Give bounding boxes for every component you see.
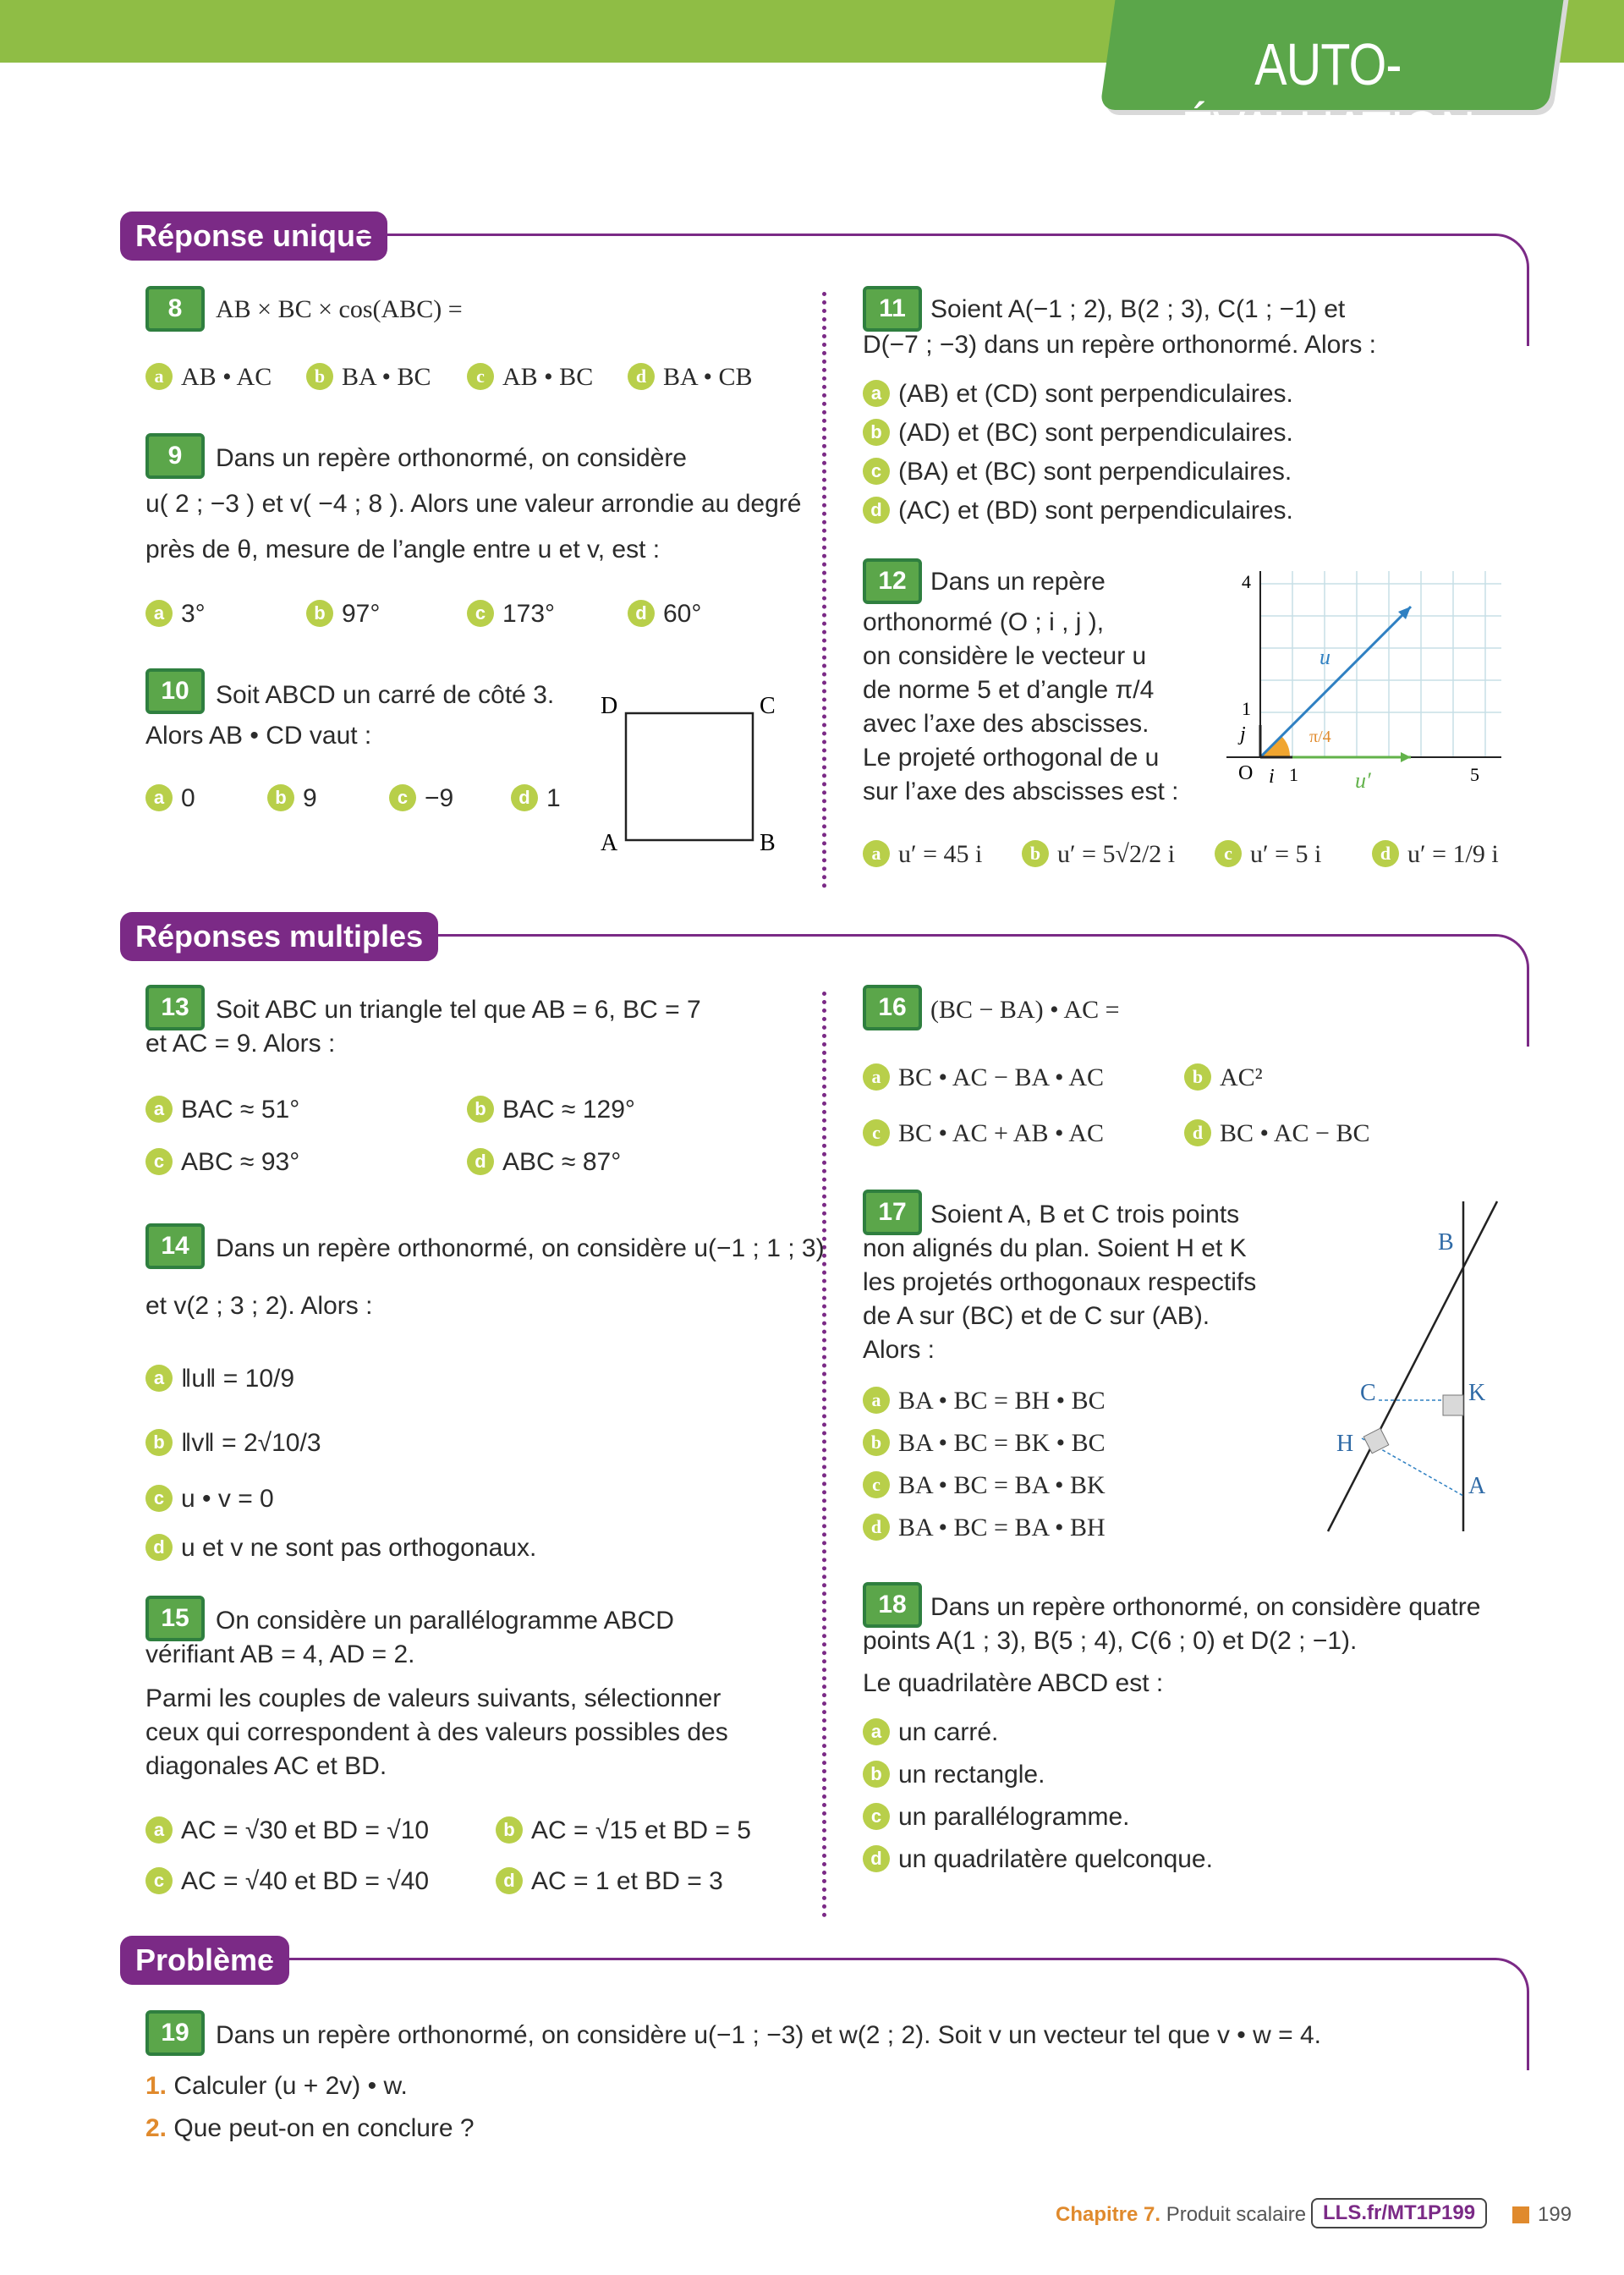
option-a[interactable]: a BAC ≈ 51° <box>145 1093 299 1127</box>
origin-label: O <box>1238 762 1254 784</box>
question-stem: AB × BC × cos(ABC) = <box>216 295 463 323</box>
x-tick-5: 5 <box>1470 764 1479 785</box>
question-text: On considère un parallélogramme ABCD <box>216 1607 674 1635</box>
option-text: ‖u‖ = 10/9 <box>181 1365 295 1393</box>
label-C: C <box>760 693 776 719</box>
section-problem: Problème <box>120 1936 289 1985</box>
option-b[interactable]: b (AD) et (BC) sont perpendiculaires. <box>863 416 1293 450</box>
option-b[interactable]: b BAC ≈ 129° <box>467 1093 635 1127</box>
question-text: ceux qui correspondent à des valeurs possibles des <box>145 1718 728 1746</box>
question-text: Le projeté orthogonal de u <box>863 744 1160 772</box>
option-text: u′ = 5 i <box>1250 840 1322 868</box>
option-text: −9 <box>425 784 454 812</box>
option-text: u′ = 5√2/2 i <box>1057 840 1176 868</box>
option-text: AC = √40 et BD = √40 <box>181 1867 430 1895</box>
y-tick-4: 4 <box>1242 571 1251 592</box>
option-text: (AD) et (BC) sont perpendiculaires. <box>898 419 1293 447</box>
option-text: un parallélogramme. <box>898 1803 1130 1831</box>
option-text: un quadrilatère quelconque. <box>898 1845 1213 1873</box>
question-number: 19 <box>145 2010 205 2056</box>
option-text: 0 <box>181 784 195 812</box>
question-text: vérifiant AB = 4, AD = 2. <box>145 1640 415 1668</box>
option-text: BA • BC = BK • BC <box>898 1429 1106 1457</box>
question-text: avec l’axe des abscisses. <box>863 710 1149 738</box>
option-a[interactable]: a 0 <box>145 782 195 816</box>
label-B: B <box>760 830 776 856</box>
option-d[interactable]: d u′ = 1/9 i <box>1372 838 1499 871</box>
option-c[interactable]: c AC = √40 et BD = √40 <box>145 1865 429 1899</box>
option-text: u et v ne sont pas orthogonaux. <box>181 1534 537 1562</box>
option-d[interactable]: d ABC ≈ 87° <box>467 1146 621 1179</box>
chapter-title: Produit scalaire <box>1166 2203 1307 2226</box>
question-number: 10 <box>145 668 205 714</box>
option-text: AB • AC <box>181 363 272 391</box>
option-d[interactable]: d 1 <box>511 782 561 816</box>
lls-link[interactable]: LLS.fr/MT1P199 <box>1311 2198 1487 2228</box>
chapter-label: Chapitre 7. <box>1056 2203 1161 2226</box>
page-title: AUTO-ÉVALUATION <box>1181 31 1475 165</box>
column-divider <box>822 992 826 1918</box>
option-a[interactable]: a AB • AC <box>145 360 272 394</box>
page-number: 199 <box>1538 2203 1572 2226</box>
label-i: i <box>1269 766 1275 788</box>
question-text: Alors AB • CD vaut : <box>145 722 372 750</box>
question-text: Parmi les couples de valeurs suivants, sélectionner <box>145 1684 721 1712</box>
sub-text: Que peut-on en conclure ? <box>173 2114 475 2142</box>
option-text: BA • BC = BH • BC <box>898 1387 1106 1415</box>
option-text: ABC ≈ 93° <box>181 1148 300 1176</box>
option-b[interactable]: b u′ = 5√2/2 i <box>1022 838 1175 871</box>
question-text: points A(1 ; 3), B(5 ; 4), C(6 ; 0) et D(2 ; −1). <box>863 1627 1358 1655</box>
label-A: A <box>601 830 618 856</box>
option-c[interactable]: c BA • BC = BA • BK <box>863 1469 1106 1503</box>
y-tick-1: 1 <box>1242 698 1251 719</box>
question-text: Alors : <box>863 1336 935 1364</box>
option-a[interactable]: a (AB) et (CD) sont perpendiculaires. <box>863 377 1293 411</box>
option-a[interactable]: a AC = √30 et BD = √10 <box>145 1814 429 1848</box>
option-c[interactable]: c u • v = 0 <box>145 1482 274 1516</box>
question-text: et v(2 ; 3 ; 2). Alors : <box>145 1292 373 1320</box>
sub-number: 1. <box>145 2072 167 2100</box>
option-text: AC² <box>1220 1063 1263 1091</box>
column-divider <box>822 292 826 888</box>
option-text: BC • AC − BA • AC <box>898 1063 1105 1091</box>
question-text: diagonales AC et BD. <box>145 1752 387 1780</box>
option-text: un rectangle. <box>898 1761 1045 1789</box>
question-number: 17 <box>863 1190 922 1235</box>
option-b[interactable]: b un rectangle. <box>863 1758 1045 1792</box>
option-c[interactable]: c 173° <box>467 597 555 631</box>
option-d[interactable]: d un quadrilatère quelconque. <box>863 1843 1213 1877</box>
question-text: D(−7 ; −3) dans un repère orthonormé. Alors : <box>863 331 1376 359</box>
question-text: et AC = 9. Alors : <box>145 1030 336 1058</box>
question-text: Soient A, B et C trois points <box>930 1201 1240 1228</box>
question-text: on considère le vecteur u <box>863 642 1147 670</box>
question-number: 13 <box>145 985 205 1030</box>
option-text: 9 <box>303 784 317 812</box>
option-c[interactable]: c BC • AC + AB • AC <box>863 1117 1104 1151</box>
question-text: Dans un repère orthonormé, on considère u(−1 ; −3) et w(2 ; 2). Soit v un vecteur tel que v • w = 4. <box>216 2021 1322 2049</box>
option-d[interactable]: d 60° <box>628 597 701 631</box>
question-text: u( 2 ; −3 ) et v( −4 ; 8 ). Alors une valeur arrondie au degré <box>145 490 802 518</box>
option-text: BAC ≈ 129° <box>502 1096 635 1124</box>
question-text: près de θ, mesure de l’angle entre u et v, est : <box>145 536 661 563</box>
option-c[interactable]: c un parallélogramme. <box>863 1800 1129 1834</box>
option-text: BA • BC = BA • BK <box>898 1471 1106 1499</box>
question-text: Soient A(−1 ; 2), B(2 ; 3), C(1 ; −1) et <box>930 295 1346 323</box>
option-b[interactable]: b AC² <box>1184 1061 1263 1095</box>
label-u: u <box>1320 645 1330 669</box>
label-B: B <box>1438 1229 1454 1256</box>
option-b[interactable]: b BA • BC = BK • BC <box>863 1426 1106 1460</box>
option-c[interactable]: c ABC ≈ 93° <box>145 1146 299 1179</box>
option-d[interactable]: d AC = 1 et BD = 3 <box>496 1865 723 1899</box>
option-text: u • v = 0 <box>181 1485 274 1513</box>
option-c[interactable]: c −9 <box>389 782 453 816</box>
question-number: 8 <box>145 286 205 332</box>
option-d[interactable]: d BA • BC = BA • BH <box>863 1511 1106 1545</box>
question-text: non alignés du plan. Soient H et K <box>863 1234 1247 1262</box>
square-figure <box>592 690 795 859</box>
sub-question-1 <box>145 2069 408 2103</box>
option-text: 60° <box>663 600 702 628</box>
option-b[interactable]: b BA • BC <box>306 360 431 394</box>
option-text: 173° <box>502 600 556 628</box>
option-b[interactable]: b 9 <box>267 782 317 816</box>
label-u-prime: u′ <box>1355 768 1371 793</box>
option-b[interactable]: b 97° <box>306 597 380 631</box>
option-b[interactable]: b AC = √15 et BD = 5 <box>496 1814 751 1848</box>
option-text: (AC) et (BD) sont perpendiculaires. <box>898 497 1293 525</box>
option-d[interactable]: d BC • AC − BC <box>1184 1117 1369 1151</box>
page-marker <box>1512 2206 1529 2223</box>
question-text: de A sur (BC) et de C sur (AB). <box>863 1302 1210 1330</box>
square <box>626 713 753 840</box>
question-text: les projetés orthogonaux respectifs <box>863 1268 1257 1296</box>
label-j: j <box>1240 723 1246 745</box>
question-text: orthonormé (O ; i , j ), <box>863 608 1105 636</box>
option-a[interactable]: a 3° <box>145 597 206 631</box>
option-c[interactable]: c (BA) et (BC) sont perpendiculaires. <box>863 455 1292 489</box>
option-d[interactable]: d u et v ne sont pas orthogonaux. <box>145 1531 536 1565</box>
option-text: BA • BC = BA • BH <box>898 1514 1106 1541</box>
triangle-figure <box>1320 1193 1514 1540</box>
question-stem: (BC − BA) • AC = <box>930 996 1120 1024</box>
option-text: u′ = 1/9 i <box>1407 840 1499 868</box>
sub-text: Calculer (u + 2v) • w. <box>173 2072 408 2100</box>
option-c[interactable]: c AB • BC <box>467 360 593 394</box>
section-rule <box>271 1958 1529 2070</box>
question-text: Dans un repère orthonormé, on considère <box>216 444 687 472</box>
option-text: BA • BC <box>342 363 431 391</box>
question-text: Soit ABC un triangle tel que AB = 6, BC = 7 <box>216 996 701 1024</box>
vector-graph <box>1218 563 1506 800</box>
question-number: 14 <box>145 1223 205 1269</box>
option-d[interactable]: d (AC) et (BD) sont perpendiculaires. <box>863 494 1293 528</box>
question-text: Le quadrilatère ABCD est : <box>863 1669 1164 1697</box>
option-text: BAC ≈ 51° <box>181 1096 300 1124</box>
label-D: D <box>601 693 618 719</box>
footer-chapter <box>1056 2203 1306 2227</box>
sub-question-2 <box>145 2112 475 2146</box>
question-number: 11 <box>863 286 922 332</box>
section-single-answer: Réponse unique <box>120 212 387 261</box>
question-number: 9 <box>145 433 205 479</box>
option-a[interactable]: a un carré. <box>863 1716 998 1750</box>
question-number: 15 <box>145 1596 205 1641</box>
option-text: BA • CB <box>663 363 753 391</box>
question-text: sur l’axe des abscisses est : <box>863 778 1179 805</box>
section-rule <box>410 934 1529 1047</box>
question-number: 18 <box>863 1582 922 1628</box>
option-text: u′ = 45 i <box>898 840 983 868</box>
label-K: K <box>1468 1380 1486 1406</box>
question-text: Soit ABCD un carré de côté 3. <box>216 681 555 709</box>
option-text: 3° <box>181 600 206 628</box>
option-text: 1 <box>546 784 561 812</box>
question-number: 12 <box>863 558 922 604</box>
option-text: AC = √15 et BD = 5 <box>531 1816 751 1844</box>
question-text: Dans un repère <box>930 568 1106 596</box>
question-number: 16 <box>863 985 922 1030</box>
label-C: C <box>1360 1380 1376 1406</box>
option-text: un carré. <box>898 1718 999 1746</box>
option-text: AC = 1 et BD = 3 <box>531 1867 723 1895</box>
option-text: AC = √30 et BD = √10 <box>181 1816 430 1844</box>
label-A: A <box>1468 1473 1486 1499</box>
option-a[interactable]: a ‖u‖ = 10/9 <box>145 1362 294 1396</box>
option-b[interactable]: b ‖v‖ = 2√10/3 <box>145 1426 321 1460</box>
option-a[interactable]: a BC • AC − BA • AC <box>863 1061 1104 1095</box>
option-text: ‖v‖ = 2√10/3 <box>181 1429 321 1457</box>
option-a[interactable]: a BA • BC = BH • BC <box>863 1384 1106 1418</box>
option-c[interactable]: c u′ = 5 i <box>1215 838 1321 871</box>
option-text: BC • AC + AB • AC <box>898 1119 1105 1147</box>
option-text: (AB) et (CD) sont perpendiculaires. <box>898 380 1293 408</box>
option-text: 97° <box>342 600 381 628</box>
option-text: (BA) et (BC) sont perpendiculaires. <box>898 458 1292 486</box>
question-text: Dans un repère orthonormé, on considère quatre <box>930 1593 1481 1621</box>
option-a[interactable]: a u′ = 45 i <box>863 838 982 871</box>
sub-number: 2. <box>145 2114 167 2142</box>
option-d[interactable]: d BA • CB <box>628 360 753 394</box>
option-text: BC • AC − BC <box>1220 1119 1370 1147</box>
question-text: Dans un repère orthonormé, on considère u(−1 ; 1 ; 3) <box>216 1234 825 1262</box>
section-multiple-answers: Réponses multiples <box>120 912 438 961</box>
label-H: H <box>1336 1431 1354 1457</box>
x-tick-1: 1 <box>1289 764 1298 785</box>
option-text: AB • BC <box>502 363 594 391</box>
option-text: ABC ≈ 87° <box>502 1148 622 1176</box>
angle-label: π/4 <box>1309 728 1331 746</box>
question-text: de norme 5 et d’angle π/4 <box>863 676 1155 704</box>
